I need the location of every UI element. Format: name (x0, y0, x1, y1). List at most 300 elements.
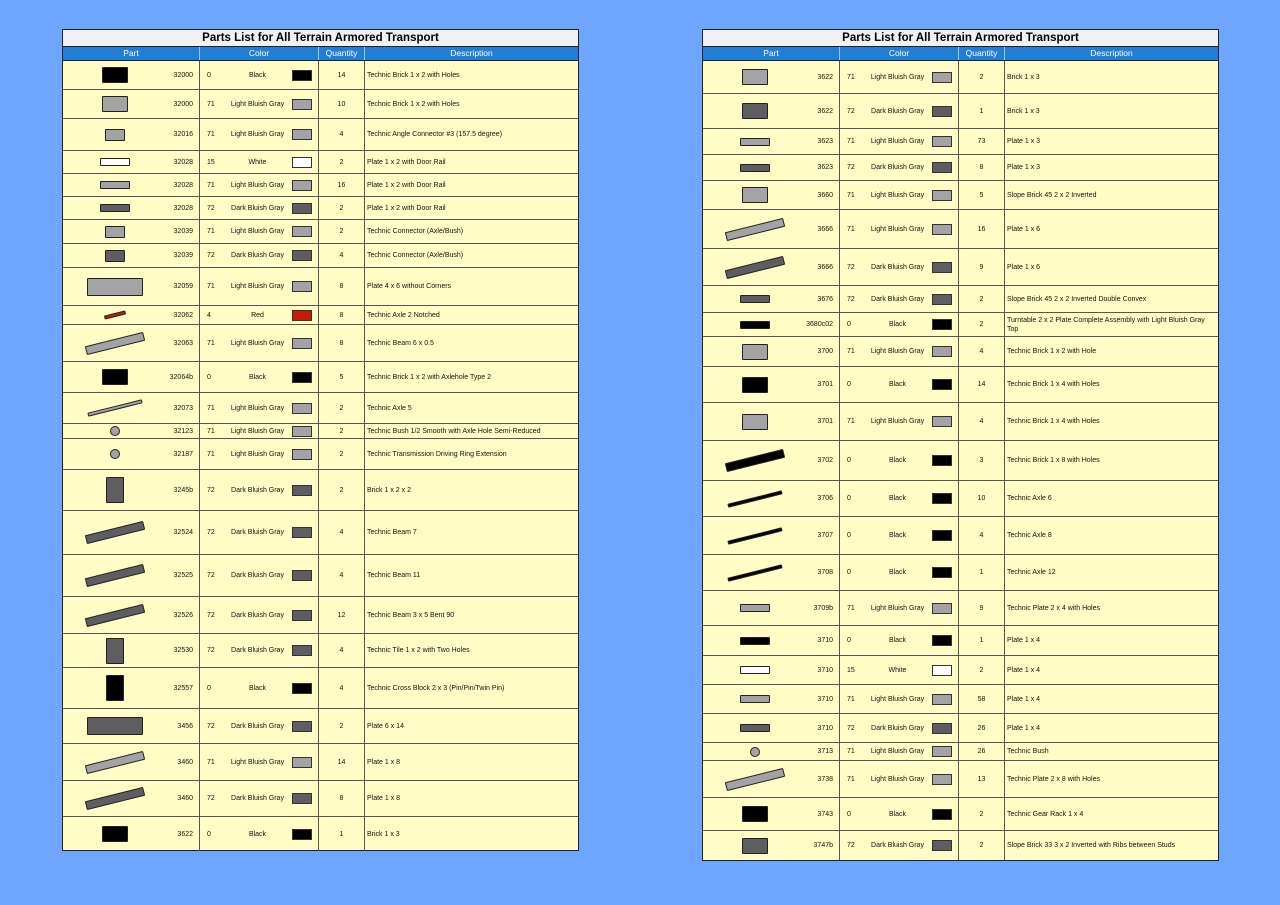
quantity-cell: 2 (319, 197, 365, 219)
color-code: 71 (847, 775, 855, 783)
part-image (740, 724, 770, 732)
table-row (703, 181, 1218, 210)
part-thumbnail (707, 441, 803, 480)
quantity-cell: 16 (319, 174, 365, 196)
color-name: Light Bluish Gray (870, 73, 925, 81)
header-part: Part (63, 47, 200, 60)
color-name: Black (888, 381, 907, 388)
color-name: Light Bluish Gray (870, 348, 925, 355)
quantity-cell: 12 (319, 597, 365, 633)
color-code: 71 (207, 181, 215, 189)
color-code: 72 (207, 795, 215, 802)
description-cell: Technic Brick 1 x 4 with Holes (1007, 381, 1100, 388)
table-row (703, 481, 1218, 517)
quantity-cell: 13 (959, 761, 1005, 797)
color-name: Black (248, 830, 267, 838)
quantity-cell: 2 (319, 439, 365, 469)
part-number: 32016 (173, 131, 193, 138)
part-cell (63, 393, 200, 423)
part-number: 32530 (173, 647, 193, 654)
part-thumbnail (707, 517, 803, 554)
color-code: 0 (207, 373, 211, 381)
color-swatch (292, 310, 312, 321)
color-cell (840, 626, 959, 655)
header-quantity: Quantity (959, 47, 1005, 60)
table-row (703, 286, 1218, 313)
part-number: 3706 (817, 495, 833, 502)
color-code: 0 (847, 495, 851, 502)
description-cell: Plate 1 x 4 (1007, 724, 1041, 732)
description-cell: Plate 1 x 8 (367, 795, 401, 802)
quantity-cell: 10 (959, 481, 1005, 516)
description-cell: Plate 1 x 6 (1007, 263, 1041, 271)
part-number: 3710 (817, 724, 833, 732)
color-swatch (292, 338, 312, 349)
part-thumbnail (707, 403, 803, 440)
part-number: 32028 (173, 158, 193, 166)
color-name: Dark Bluish Gray (231, 611, 284, 619)
part-cell (703, 249, 840, 285)
color-cell (200, 119, 319, 150)
part-cell (703, 129, 840, 154)
part-number: 3660 (817, 191, 833, 199)
part-image (110, 426, 120, 436)
part-image (742, 103, 768, 119)
color-name: Dark Bluish Gray (871, 724, 924, 732)
part-thumbnail (67, 634, 163, 667)
description-cell: Technic Axle 5 (367, 404, 412, 412)
color-cell (200, 439, 319, 469)
part-cell (703, 555, 840, 590)
header-description: Description (1090, 48, 1133, 58)
color-name: Dark Bluish Gray (231, 795, 284, 802)
description-cell: Technic Beam 6 x 0.5 (367, 339, 434, 347)
part-number: 3710 (817, 666, 833, 674)
color-swatch (292, 683, 312, 694)
color-cell (200, 781, 319, 816)
color-code: 72 (207, 572, 215, 579)
part-image (742, 344, 768, 360)
part-image (100, 204, 130, 212)
part-cell (63, 220, 200, 243)
part-number: 32123 (173, 427, 193, 435)
part-number: 32039 (173, 228, 193, 235)
color-swatch (292, 485, 312, 496)
part-thumbnail (67, 325, 163, 361)
part-cell (63, 119, 200, 150)
part-number: 3738 (817, 775, 833, 783)
part-cell (63, 362, 200, 392)
part-number: 32063 (173, 339, 193, 347)
part-thumbnail (707, 313, 803, 336)
table-row (63, 393, 578, 424)
part-cell (703, 591, 840, 625)
color-name: Dark Bluish Gray (231, 529, 284, 536)
part-thumbnail (707, 831, 803, 860)
color-code: 71 (847, 748, 855, 755)
quantity-cell: 2 (959, 61, 1005, 93)
color-cell (200, 817, 319, 851)
description-cell: Technic Axle 8 (1007, 532, 1052, 539)
quantity-cell: 14 (959, 367, 1005, 402)
quantity-cell: 4 (319, 244, 365, 267)
color-code: 72 (847, 263, 855, 271)
part-number: 32028 (173, 204, 193, 212)
part-image (102, 369, 128, 385)
color-code: 71 (847, 73, 855, 81)
color-cell (840, 555, 959, 590)
part-number: 3666 (817, 263, 833, 271)
color-cell (840, 656, 959, 684)
color-cell (840, 714, 959, 742)
part-thumbnail (67, 393, 163, 423)
part-thumbnail (707, 94, 803, 128)
description-cell: Technic Gear Rack 1 x 4 (1007, 810, 1084, 818)
color-cell (840, 517, 959, 554)
color-code: 72 (847, 724, 855, 732)
color-code: 72 (847, 842, 855, 849)
description-cell: Plate 1 x 2 with Door Rail (367, 181, 446, 189)
color-name: Light Bluish Gray (230, 100, 285, 108)
color-name: Dark Bluish Gray (871, 842, 924, 849)
part-image (106, 638, 124, 664)
color-code: 71 (847, 695, 855, 703)
color-cell (200, 151, 319, 173)
part-image (102, 67, 128, 83)
quantity-cell: 5 (959, 181, 1005, 209)
quantity-cell: 26 (959, 714, 1005, 742)
part-number: 3709b (813, 604, 833, 612)
quantity-cell: 14 (319, 744, 365, 780)
color-cell (840, 155, 959, 180)
part-thumbnail (707, 181, 803, 209)
color-swatch (932, 224, 952, 235)
table-row (63, 61, 578, 90)
column-header-row (703, 47, 1218, 61)
part-number: 3710 (817, 695, 833, 703)
part-thumbnail (707, 685, 803, 713)
part-cell (63, 668, 200, 708)
part-image (740, 164, 770, 172)
color-cell (200, 197, 319, 219)
quantity-cell: 8 (319, 781, 365, 816)
description-cell: Technic Brick 1 x 2 with Hole (1007, 348, 1097, 355)
color-swatch (292, 610, 312, 621)
color-cell (840, 743, 959, 760)
color-cell (840, 286, 959, 312)
part-thumbnail (67, 817, 163, 851)
part-thumbnail (707, 481, 803, 516)
table-row (63, 268, 578, 306)
description-cell: Plate 1 x 3 (1007, 138, 1041, 145)
part-thumbnail (67, 244, 163, 267)
part-cell (63, 197, 200, 219)
part-cell (703, 626, 840, 655)
color-cell (840, 94, 959, 128)
color-swatch (932, 665, 952, 676)
color-code: 71 (207, 404, 215, 412)
description-cell: Technic Beam 7 (367, 529, 417, 536)
color-name: Light Bluish Gray (230, 758, 285, 766)
table-row (63, 781, 578, 817)
quantity-cell: 8 (319, 325, 365, 361)
quantity-cell: 14 (319, 61, 365, 89)
quantity-cell: 2 (319, 151, 365, 173)
color-swatch (932, 262, 952, 273)
description-cell: Technic Brick 1 x 2 with Holes (367, 100, 460, 108)
part-number: 3702 (817, 457, 833, 464)
color-cell (840, 441, 959, 480)
description-cell: Technic Tile 1 x 2 with Two Holes (367, 647, 470, 654)
color-code: 0 (847, 457, 851, 464)
color-swatch (932, 162, 952, 173)
part-number: 3622 (817, 107, 833, 115)
part-thumbnail (67, 61, 163, 89)
part-cell (703, 210, 840, 248)
description-cell: Plate 1 x 2 with Door Rail (367, 204, 446, 212)
part-thumbnail (707, 798, 803, 830)
description-cell: Technic Angle Connector #3 (157.5 degree) (367, 131, 503, 138)
table-row (63, 197, 578, 220)
color-cell (840, 591, 959, 625)
table-row (703, 313, 1218, 337)
part-image (725, 449, 785, 472)
part-image (725, 255, 785, 278)
color-code: 71 (207, 131, 215, 138)
quantity-cell: 9 (959, 591, 1005, 625)
color-swatch (292, 226, 312, 237)
color-name: Dark Bluish Gray (231, 486, 284, 494)
description-cell: Plate 1 x 4 (1007, 666, 1041, 674)
part-thumbnail (67, 119, 163, 150)
quantity-cell: 2 (319, 424, 365, 438)
color-code: 71 (207, 450, 215, 458)
table-row (63, 668, 578, 709)
color-cell (200, 306, 319, 324)
color-swatch (932, 694, 952, 705)
color-name: Black (248, 373, 267, 381)
quantity-cell: 3 (959, 441, 1005, 480)
description-cell: Technic Connector (Axle/Bush) (367, 228, 464, 235)
part-cell (63, 781, 200, 816)
part-image (742, 69, 768, 85)
part-cell (63, 174, 200, 196)
color-code: 72 (207, 486, 215, 494)
part-image (725, 217, 785, 240)
part-image (102, 96, 128, 112)
part-number: 3707 (817, 532, 833, 539)
color-swatch (292, 372, 312, 383)
part-cell (63, 817, 200, 851)
color-name: Dark Bluish Gray (871, 295, 924, 303)
table-row (63, 511, 578, 555)
quantity-cell: 1 (319, 817, 365, 851)
part-cell (703, 743, 840, 760)
part-thumbnail (707, 249, 803, 285)
table-row (63, 597, 578, 634)
table-row (703, 831, 1218, 860)
color-swatch (932, 774, 952, 785)
color-code: 71 (847, 138, 855, 145)
part-thumbnail (707, 591, 803, 625)
description-cell: Technic Brick 1 x 8 with Holes (1007, 457, 1100, 464)
color-cell (200, 362, 319, 392)
color-swatch (292, 70, 312, 81)
part-thumbnail (707, 61, 803, 93)
description-cell: Brick 1 x 3 (367, 830, 400, 838)
part-image (85, 521, 145, 544)
part-image (100, 181, 130, 189)
color-code: 72 (847, 164, 855, 171)
table-row (703, 441, 1218, 481)
color-name: Black (888, 810, 907, 818)
color-swatch (932, 530, 952, 541)
part-number: 32073 (173, 404, 193, 412)
description-cell: Brick 1 x 3 (1007, 107, 1040, 115)
description-cell: Technic Axle 2 Notched (367, 311, 440, 319)
part-cell (703, 481, 840, 516)
part-cell (63, 634, 200, 667)
sheet-title: Parts List for All Terrain Armored Transport (703, 30, 1218, 47)
part-cell (703, 181, 840, 209)
header-color: Color (840, 47, 959, 60)
quantity-cell: 4 (959, 337, 1005, 366)
description-cell: Technic Brick 1 x 4 with Holes (1007, 418, 1100, 425)
color-cell (200, 470, 319, 510)
table-row (703, 761, 1218, 798)
part-number: 3701 (817, 418, 833, 425)
color-code: 72 (207, 722, 215, 730)
color-code: 71 (207, 100, 215, 108)
part-number: 3460 (177, 795, 193, 802)
color-name: Dark Bluish Gray (871, 164, 924, 171)
part-cell (703, 61, 840, 93)
part-image (742, 377, 768, 393)
table-row (703, 337, 1218, 367)
part-cell (63, 268, 200, 305)
description-cell: Technic Axle 12 (1007, 569, 1056, 576)
part-cell (63, 306, 200, 324)
color-swatch (292, 203, 312, 214)
color-code: 0 (847, 321, 851, 328)
parts-sheet-left (62, 29, 579, 851)
column-header-row (63, 47, 578, 61)
color-name: Dark Bluish Gray (231, 572, 284, 579)
color-name: Light Bluish Gray (870, 191, 925, 199)
color-name: Black (888, 532, 907, 539)
color-swatch (292, 180, 312, 191)
table-row (63, 244, 578, 268)
color-cell (840, 761, 959, 797)
color-code: 0 (847, 532, 851, 539)
color-swatch (292, 157, 312, 168)
header-part: Part (703, 47, 840, 60)
color-swatch (932, 346, 952, 357)
quantity-cell: 2 (319, 220, 365, 243)
quantity-cell: 4 (319, 634, 365, 667)
part-thumbnail (67, 470, 163, 510)
part-image (105, 250, 125, 262)
part-number: 3701 (817, 381, 833, 388)
color-name: Dark Bluish Gray (231, 647, 284, 654)
table-row (63, 325, 578, 362)
table-row (63, 634, 578, 668)
part-number: 3743 (817, 810, 833, 818)
description-cell: Technic Plate 2 x 4 with Holes (1007, 604, 1100, 612)
part-image (87, 717, 143, 735)
color-name: Light Bluish Gray (870, 748, 925, 755)
part-thumbnail (707, 155, 803, 180)
table-row (63, 744, 578, 781)
part-thumbnail (67, 174, 163, 196)
part-thumbnail (67, 90, 163, 118)
part-thumbnail (67, 220, 163, 243)
color-cell (200, 325, 319, 361)
part-cell (63, 424, 200, 438)
part-number: 3666 (817, 225, 833, 233)
part-thumbnail (67, 511, 163, 554)
part-number: 32526 (173, 611, 193, 619)
part-number: 3700 (817, 348, 833, 355)
color-cell (200, 555, 319, 596)
color-swatch (292, 281, 312, 292)
part-number: 32039 (173, 252, 193, 259)
part-image (105, 226, 125, 238)
table-row (703, 685, 1218, 714)
part-thumbnail (67, 709, 163, 743)
part-image (85, 603, 145, 626)
part-thumbnail (67, 555, 163, 596)
description-cell: Slope Brick 45 2 x 2 Inverted Double Convex (1007, 295, 1147, 303)
part-thumbnail (707, 743, 803, 760)
part-number: 3623 (817, 138, 833, 145)
color-name: Light Bluish Gray (870, 225, 925, 233)
color-code: 15 (207, 158, 215, 166)
part-number: 32059 (173, 283, 193, 290)
description-cell: Plate 4 x 6 without Corners (367, 283, 452, 290)
table-row (63, 817, 578, 851)
color-name: Light Bluish Gray (870, 604, 925, 612)
header-quantity: Quantity (319, 47, 365, 60)
description-cell: Technic Axle 6 (1007, 495, 1052, 502)
color-name: Light Bluish Gray (230, 283, 285, 290)
color-code: 71 (847, 225, 855, 233)
quantity-cell: 2 (319, 470, 365, 510)
table-row (63, 90, 578, 119)
color-cell (840, 798, 959, 830)
color-name: Light Bluish Gray (230, 228, 285, 235)
color-name: Light Bluish Gray (230, 404, 285, 412)
color-code: 71 (847, 604, 855, 612)
color-swatch (932, 379, 952, 390)
color-name: Light Bluish Gray (870, 418, 925, 425)
description-cell: Technic Beam 3 x 5 Bent 90 (367, 611, 455, 619)
part-thumbnail (67, 597, 163, 633)
color-name: Black (888, 495, 907, 502)
color-swatch (292, 570, 312, 581)
part-thumbnail (707, 129, 803, 154)
quantity-cell: 4 (319, 555, 365, 596)
table-row (63, 151, 578, 174)
color-swatch (292, 129, 312, 140)
color-swatch (292, 426, 312, 437)
table-row (63, 174, 578, 197)
quantity-cell: 58 (959, 685, 1005, 713)
color-code: 72 (847, 295, 855, 303)
part-cell (703, 286, 840, 312)
color-cell (840, 210, 959, 248)
parts-sheet-right (702, 29, 1219, 861)
